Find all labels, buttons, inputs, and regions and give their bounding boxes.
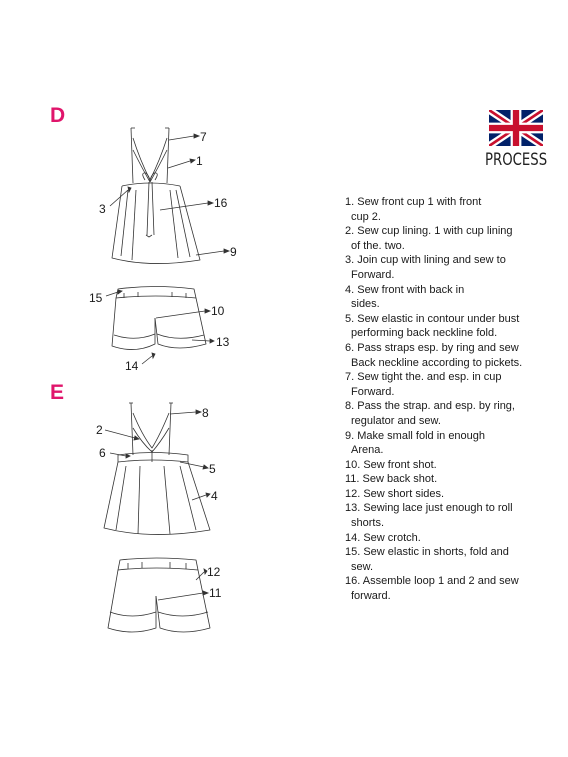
callout-4: 4 bbox=[211, 489, 218, 503]
uk-flag-icon bbox=[489, 110, 543, 146]
process-heading: PROCESS bbox=[485, 150, 548, 170]
section-letter-d: D bbox=[50, 104, 66, 127]
step-item: 4. Sew front with back in sides. bbox=[345, 283, 465, 311]
callout-7: 7 bbox=[200, 130, 207, 144]
step-item: 2. Sew cup lining. 1 with cup lining of the. two. bbox=[345, 225, 513, 252]
camisole-e-drawing bbox=[104, 403, 210, 632]
step-item: 6. Pass straps esp. by ring and sew Back neckline according to pickets. bbox=[345, 341, 523, 369]
step-item: 13. Sewing lace just enough to roll shorts. bbox=[345, 502, 513, 530]
callout-8: 8 bbox=[202, 406, 209, 420]
callout-2: 2 bbox=[96, 423, 103, 437]
step-item: 5. Sew elastic in contour under bust performing back neckline fold. bbox=[345, 312, 520, 340]
callout-3: 3 bbox=[99, 202, 106, 216]
callout-6: 6 bbox=[99, 446, 106, 460]
step-item: 10. Sew front shot. bbox=[345, 458, 437, 471]
callout-10: 10 bbox=[211, 304, 225, 318]
process-steps-list bbox=[345, 195, 560, 604]
step-item: 3. Join cup with lining and sew to Forward. bbox=[345, 254, 506, 281]
callout-12: 12 bbox=[207, 565, 221, 579]
step-item: 15. Sew elastic in shorts, fold and sew. bbox=[345, 546, 509, 573]
step-item: 16. Assemble loop 1 and 2 and sew forward. bbox=[345, 575, 519, 603]
callout-leaders bbox=[105, 134, 229, 600]
callout-16: 16 bbox=[214, 196, 228, 210]
callout-1: 1 bbox=[196, 154, 203, 168]
callout-9: 9 bbox=[230, 245, 237, 259]
section-letter-e: E bbox=[50, 381, 65, 404]
callout-5: 5 bbox=[209, 462, 216, 476]
step-item: 7. Sew tight the. and esp. in cup Forward. bbox=[345, 371, 502, 398]
callout-14: 14 bbox=[125, 359, 139, 373]
step-item: 8. Pass the strap. and esp. by ring, regulator and sew. bbox=[345, 400, 515, 427]
step-item: 11. Sew back shot. bbox=[345, 473, 438, 486]
step-item: 1. Sew front cup 1 with front cup 2. bbox=[345, 196, 482, 223]
step-item: 14. Sew crotch. bbox=[345, 531, 421, 544]
callout-15: 15 bbox=[89, 291, 103, 305]
step-item: 9. Make small fold in enough Arena. bbox=[345, 429, 486, 457]
callout-13: 13 bbox=[216, 335, 230, 349]
callout-11: 11 bbox=[209, 586, 222, 600]
step-item: 12. Sew short sides. bbox=[345, 487, 445, 500]
